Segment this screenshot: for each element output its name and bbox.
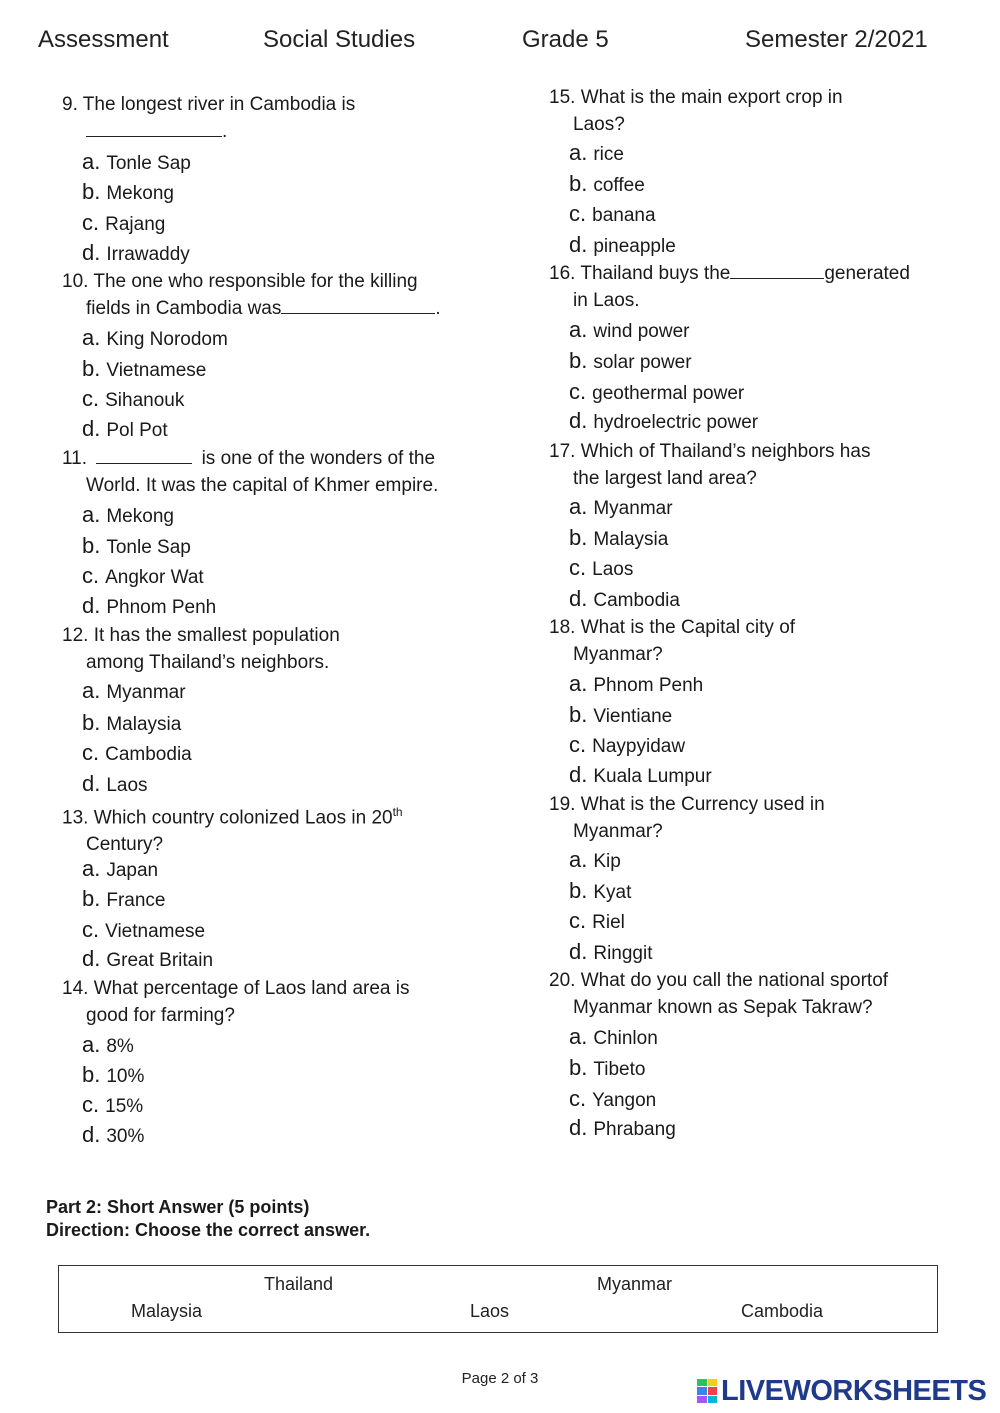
option-c[interactable] xyxy=(569,202,656,228)
option-d[interactable] xyxy=(569,409,758,435)
option-letter: d. xyxy=(569,408,588,433)
option-b[interactable] xyxy=(82,534,191,560)
option-text: Kuala Lumpur xyxy=(593,766,712,787)
question-text: Myanmar? xyxy=(573,821,663,842)
part2-direction: Direction: Choose the correct answer. xyxy=(46,1220,371,1240)
option-letter: d. xyxy=(82,593,101,618)
option-letter: a. xyxy=(82,325,101,350)
question-text: is one of the wonders of the xyxy=(201,448,436,469)
question-16 xyxy=(549,260,939,314)
option-a[interactable] xyxy=(82,326,228,352)
question-18 xyxy=(549,614,989,668)
option-text: Sihanouk xyxy=(105,390,185,411)
logo-mark-icon xyxy=(697,1379,717,1403)
word-bank-item[interactable]: Malaysia xyxy=(131,1301,203,1321)
option-text: banana xyxy=(592,205,656,226)
option-c[interactable] xyxy=(82,387,184,413)
option-d[interactable] xyxy=(82,241,190,267)
option-a[interactable] xyxy=(569,848,621,874)
option-text: Phrabang xyxy=(593,1119,676,1140)
word-bank-item[interactable]: Myanmar xyxy=(597,1274,673,1294)
option-text: coffee xyxy=(593,175,645,196)
answer-blank[interactable] xyxy=(96,445,192,464)
question-text: the largest land area? xyxy=(573,468,757,489)
option-d[interactable] xyxy=(82,594,216,620)
option-letter: d. xyxy=(82,416,101,441)
option-c[interactable] xyxy=(569,733,685,759)
option-text: Malaysia xyxy=(106,714,182,735)
question-text: 11. xyxy=(62,448,88,469)
option-letter: a. xyxy=(569,140,588,165)
question-text: . xyxy=(222,121,228,142)
question-text: 18. What is the Capital city of xyxy=(549,617,796,638)
option-letter: b. xyxy=(569,1055,588,1080)
option-text: Tonle Sap xyxy=(106,537,191,558)
option-letter: c. xyxy=(569,908,587,933)
option-a[interactable] xyxy=(82,1033,134,1059)
option-text: Tonle Sap xyxy=(106,153,191,174)
option-a[interactable] xyxy=(82,503,174,529)
superscript: th xyxy=(392,805,403,819)
option-c[interactable] xyxy=(82,741,192,767)
option-letter: b. xyxy=(82,886,101,911)
question-text: 19. What is the Currency used in xyxy=(549,794,825,815)
liveworksheets-logo[interactable] xyxy=(697,1376,986,1406)
option-b[interactable] xyxy=(82,357,206,383)
option-letter: d. xyxy=(569,1115,588,1140)
question-text: . xyxy=(435,298,441,319)
option-text: Mekong xyxy=(106,506,174,527)
option-letter: a. xyxy=(82,1032,101,1057)
header-semester: Semester 2/2021 xyxy=(745,26,928,53)
option-text: 30% xyxy=(106,1126,145,1147)
option-c[interactable] xyxy=(569,556,633,582)
option-text: Great Britain xyxy=(106,950,214,971)
option-b[interactable] xyxy=(82,711,181,737)
option-c[interactable] xyxy=(569,909,625,935)
option-a[interactable] xyxy=(82,150,191,176)
option-letter: d. xyxy=(82,1122,101,1147)
word-bank-item[interactable]: Thailand xyxy=(264,1274,334,1294)
option-text: Malaysia xyxy=(593,529,669,550)
option-text: Mekong xyxy=(106,183,174,204)
option-letter: d. xyxy=(569,762,588,787)
header-subject: Social Studies xyxy=(263,26,416,53)
option-letter: c. xyxy=(82,1092,100,1117)
option-b[interactable] xyxy=(82,887,166,913)
question-text: 13. Which country colonized Laos in 20 xyxy=(62,807,393,829)
option-a[interactable] xyxy=(82,679,186,705)
option-b[interactable] xyxy=(569,349,692,375)
option-letter: b. xyxy=(569,525,588,550)
option-text: solar power xyxy=(593,352,692,373)
option-d[interactable] xyxy=(82,417,168,443)
option-text: geothermal power xyxy=(592,383,745,404)
word-bank-box xyxy=(58,1265,938,1333)
option-letter: b. xyxy=(569,171,588,196)
header-assessment: Assessment xyxy=(38,26,169,53)
word-bank-item[interactable]: Laos xyxy=(470,1301,510,1321)
question-text: 20. What do you call the national sportof xyxy=(549,970,889,991)
option-text: Myanmar xyxy=(106,682,186,703)
option-text: 15% xyxy=(105,1096,144,1117)
option-a[interactable] xyxy=(569,495,673,521)
option-d[interactable] xyxy=(82,772,148,798)
question-text: 12. It has the smallest population xyxy=(62,625,340,646)
question-11 xyxy=(62,445,502,499)
option-letter: c. xyxy=(82,740,100,765)
option-a[interactable] xyxy=(82,857,158,883)
option-letter: b. xyxy=(569,348,588,373)
option-letter: a. xyxy=(569,671,588,696)
option-text: Ringgit xyxy=(593,943,653,964)
option-b[interactable] xyxy=(569,703,672,729)
option-d[interactable] xyxy=(569,1116,676,1142)
option-letter: a. xyxy=(569,847,588,872)
question-text: 16. Thailand buys the xyxy=(549,263,731,284)
option-d[interactable] xyxy=(569,587,680,613)
question-text: Century? xyxy=(86,834,164,856)
option-letter: a. xyxy=(569,317,588,342)
option-text: Rajang xyxy=(105,214,166,235)
question-text: 15. What is the main export crop in xyxy=(549,87,843,108)
option-text: hydroelectric power xyxy=(593,412,759,433)
option-letter: d. xyxy=(569,939,588,964)
option-a[interactable] xyxy=(569,672,703,698)
question-text: in Laos. xyxy=(573,290,640,311)
option-c[interactable] xyxy=(82,211,165,237)
option-text: Chinlon xyxy=(593,1028,658,1049)
option-c[interactable] xyxy=(82,918,205,944)
option-letter: c. xyxy=(569,732,587,757)
option-d[interactable] xyxy=(569,233,676,259)
option-text: Riel xyxy=(592,912,625,933)
question-text: 10. The one who responsible for the killing xyxy=(62,271,418,292)
option-letter: b. xyxy=(82,533,101,558)
option-text: Japan xyxy=(106,860,159,881)
option-d[interactable] xyxy=(82,1123,144,1149)
option-letter: c. xyxy=(82,386,100,411)
option-text: Vietnamese xyxy=(106,360,207,381)
question-text: generated xyxy=(824,263,910,284)
option-text: Cambodia xyxy=(593,590,680,611)
option-text: Irrawaddy xyxy=(106,244,190,265)
option-letter: c. xyxy=(82,917,100,942)
question-20 xyxy=(549,967,989,1021)
option-text: pineapple xyxy=(593,236,676,257)
question-14 xyxy=(62,975,502,1029)
option-text: Angkor Wat xyxy=(105,567,204,588)
option-b[interactable] xyxy=(569,879,631,905)
option-b[interactable] xyxy=(82,1063,144,1089)
option-text: Cambodia xyxy=(105,744,192,765)
question-19 xyxy=(549,791,989,845)
question-text: World. It was the capital of Khmer empire. xyxy=(86,475,439,496)
option-text: 8% xyxy=(106,1036,134,1057)
header-grade: Grade 5 xyxy=(522,26,609,53)
option-text: Laos xyxy=(592,559,634,580)
question-text: Myanmar? xyxy=(573,644,663,665)
option-d[interactable] xyxy=(569,763,712,789)
option-letter: b. xyxy=(82,179,101,204)
option-text: Vientiane xyxy=(593,706,673,727)
option-a[interactable] xyxy=(569,1025,658,1051)
logo-text: LIVEWORKSHEETS xyxy=(721,1374,987,1407)
question-text: Myanmar known as Sepak Takraw? xyxy=(573,997,873,1018)
option-b[interactable] xyxy=(569,526,668,552)
part2-heading xyxy=(46,1196,370,1242)
option-d[interactable] xyxy=(82,947,213,973)
option-text: Phnom Penh xyxy=(106,597,217,618)
option-text: Tibeto xyxy=(593,1059,646,1080)
option-c[interactable] xyxy=(82,564,204,590)
option-letter: b. xyxy=(82,1062,101,1087)
question-text: 17. Which of Thailand’s neighbors has xyxy=(549,441,871,462)
option-text: Vietnamese xyxy=(105,921,206,942)
option-text: Naypyidaw xyxy=(592,736,686,757)
option-text: Laos xyxy=(106,775,148,796)
word-bank-item[interactable]: Cambodia xyxy=(741,1301,824,1321)
option-c[interactable] xyxy=(82,1093,143,1119)
option-letter: d. xyxy=(569,232,588,257)
option-c[interactable] xyxy=(569,1087,656,1113)
option-letter: c. xyxy=(569,1086,587,1111)
option-letter: a. xyxy=(82,502,101,527)
option-text: wind power xyxy=(593,321,690,342)
option-a[interactable] xyxy=(569,318,689,344)
option-letter: d. xyxy=(569,586,588,611)
question-10 xyxy=(62,268,502,322)
option-letter: a. xyxy=(82,678,101,703)
option-letter: a. xyxy=(569,494,588,519)
option-text: King Norodom xyxy=(106,329,228,350)
option-letter: d. xyxy=(82,771,101,796)
question-text: among Thailand’s neighbors. xyxy=(86,652,330,673)
option-text: 10% xyxy=(106,1066,145,1087)
option-text: Yangon xyxy=(592,1090,657,1111)
option-d[interactable] xyxy=(569,940,653,966)
option-text: rice xyxy=(593,144,624,165)
page-number: Page 2 of 3 xyxy=(461,1370,539,1387)
option-letter: b. xyxy=(82,710,101,735)
option-text: Kyat xyxy=(593,882,632,903)
question-13 xyxy=(62,799,502,858)
option-letter: b. xyxy=(569,878,588,903)
option-letter: c. xyxy=(82,210,100,235)
option-b[interactable] xyxy=(569,172,645,198)
option-text: Pol Pot xyxy=(106,420,168,441)
option-letter: d. xyxy=(82,240,101,265)
option-letter: b. xyxy=(569,702,588,727)
question-text: Laos? xyxy=(573,114,625,135)
option-text: Phnom Penh xyxy=(593,675,704,696)
option-b[interactable] xyxy=(569,1056,645,1082)
answer-blank[interactable] xyxy=(730,260,824,279)
option-letter: c. xyxy=(569,379,587,404)
question-12 xyxy=(62,622,502,676)
option-letter: a. xyxy=(569,1024,588,1049)
option-c[interactable] xyxy=(569,380,744,406)
answer-blank[interactable] xyxy=(86,118,222,137)
part2-title: Part 2: Short Answer (5 points) xyxy=(46,1197,310,1217)
question-text: fields in Cambodia was xyxy=(86,298,282,319)
question-9 xyxy=(62,91,502,145)
option-letter: c. xyxy=(569,555,587,580)
option-letter: c. xyxy=(82,563,100,588)
question-15 xyxy=(549,84,989,138)
option-letter: a. xyxy=(82,856,101,881)
question-17 xyxy=(549,438,989,492)
question-text: 14. What percentage of Laos land area is xyxy=(62,978,410,999)
option-letter: a. xyxy=(82,149,101,174)
question-text: good for farming? xyxy=(86,1005,235,1026)
option-a[interactable] xyxy=(569,141,624,167)
option-letter: d. xyxy=(82,946,101,971)
answer-blank[interactable] xyxy=(281,295,435,314)
option-letter: b. xyxy=(82,356,101,381)
option-letter: c. xyxy=(569,201,587,226)
question-text: 9. The longest river in Cambodia is xyxy=(62,94,356,115)
option-text: France xyxy=(106,890,166,911)
option-b[interactable] xyxy=(82,180,174,206)
option-text: Myanmar xyxy=(593,498,673,519)
option-text: Kip xyxy=(593,851,621,872)
